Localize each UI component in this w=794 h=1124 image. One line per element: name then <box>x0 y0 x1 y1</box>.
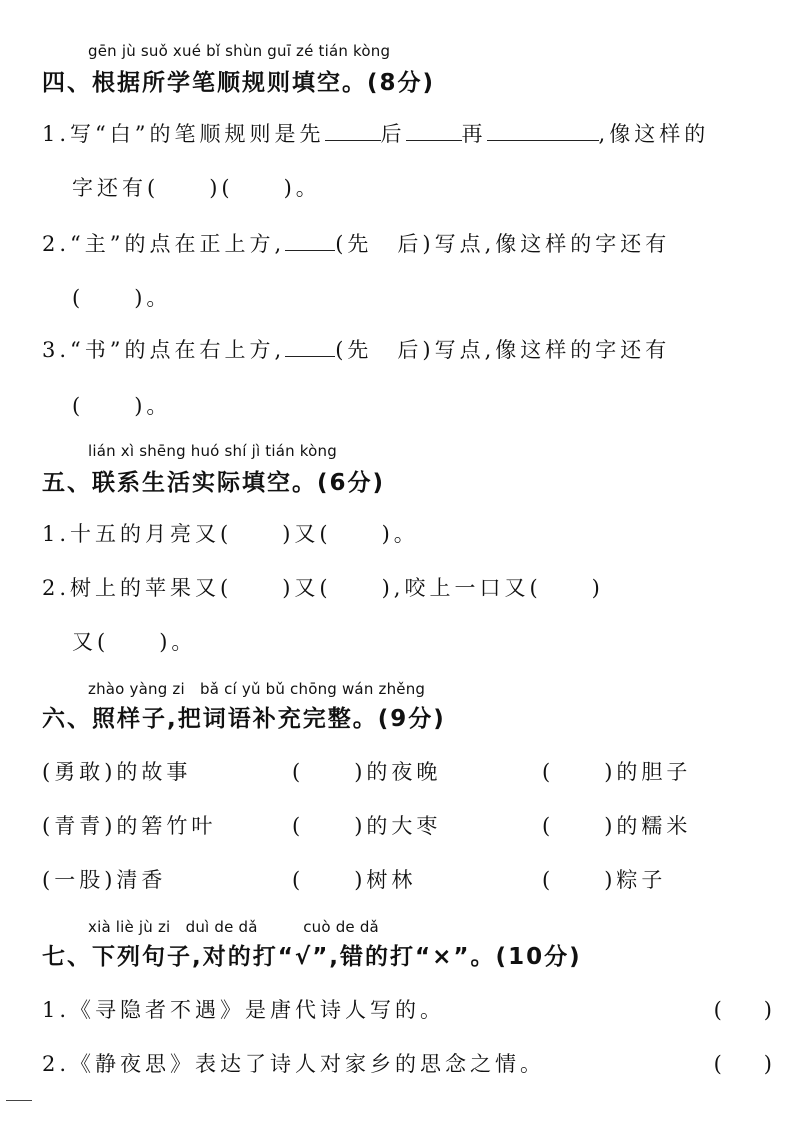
sec4-q1-text-c: 再 <box>461 122 487 146</box>
sec4-q2-text-b: (先 后)写点,像这样的字还有 <box>335 232 671 256</box>
blank-5[interactable] <box>285 336 335 357</box>
sec7-title: 七、下列句子,对的打“√”,错的打“×”。(10分) <box>42 944 582 970</box>
sec6-r2c1: (青青)的箬竹叶 <box>42 814 217 838</box>
sec6-r1c2: ( )的夜晚 <box>292 760 442 784</box>
sec4-q1 <box>42 118 709 148</box>
sec4-q1-text-a: 1.写“白”的笔顺规则是先 <box>42 122 325 146</box>
sec7-q1-answer[interactable]: ( ) <box>713 998 772 1022</box>
blank-4[interactable] <box>285 230 335 251</box>
sec4-q2-text-a: 2.“主”的点在正上方, <box>42 232 286 256</box>
sec6-pinyin: zhào yàng zi bǎ cí yǔ bǔ chōng wán zhěng <box>88 680 426 698</box>
sec6-r3c1: (一股)清香 <box>42 868 167 892</box>
sec4-q3-text-b: (先 后)写点,像这样的字还有 <box>335 338 671 362</box>
blank-2[interactable] <box>406 120 462 141</box>
sec4-title: 四、根据所学笔顺规则填空。(8分) <box>42 70 436 96</box>
sec7-q1: 1.《寻隐者不遇》是唐代诗人写的。 <box>42 998 446 1022</box>
sec6-r3c2: ( )树林 <box>292 868 417 892</box>
sec6-r1c3: ( )的胆子 <box>542 760 692 784</box>
sec4-q1-text-b: 后 <box>380 122 406 146</box>
sec7-pinyin: xià liè jù zi duì de dǎ cuò de dǎ <box>88 918 379 936</box>
sec4-q2 <box>42 228 670 258</box>
sec5-pinyin: lián xì shēng huó shí jì tián kòng <box>88 442 337 460</box>
blank-1[interactable] <box>325 120 381 141</box>
sec7-q2-answer[interactable]: ( ) <box>713 1052 772 1076</box>
blank-3[interactable] <box>487 120 599 141</box>
sec5-q2-line2: 又( )。 <box>72 630 197 654</box>
sec5-q2: 2.树上的苹果又( )又( ),咬上一口又( ) <box>42 576 604 600</box>
sec6-title: 六、照样子,把词语补充完整。(9分) <box>42 706 446 732</box>
sec6-r2c2: ( )的大枣 <box>292 814 442 838</box>
sec5-q1: 1.十五的月亮又( )又( )。 <box>42 522 419 546</box>
sec4-q1-text-d: ,像这样的 <box>598 122 710 146</box>
sec6-r2c3: ( )的糯米 <box>542 814 692 838</box>
sec4-q1-line2: 字还有( )( )。 <box>72 176 321 200</box>
page-corner-mark <box>6 1100 32 1101</box>
sec4-q3 <box>42 334 670 364</box>
sec4-q3-text-a: 3.“书”的点在右上方, <box>42 338 286 362</box>
sec7-q2: 2.《静夜思》表达了诗人对家乡的思念之情。 <box>42 1052 546 1076</box>
sec4-q3-line2: ( )。 <box>72 394 172 418</box>
sec4-pinyin: gēn jù suǒ xué bǐ shùn guī zé tián kòng <box>88 42 391 60</box>
sec6-r1c1: (勇敢)的故事 <box>42 760 192 784</box>
sec6-r3c3: ( )粽子 <box>542 868 667 892</box>
sec5-title: 五、联系生活实际填空。(6分) <box>42 470 386 496</box>
sec4-q2-line2: ( )。 <box>72 286 172 310</box>
